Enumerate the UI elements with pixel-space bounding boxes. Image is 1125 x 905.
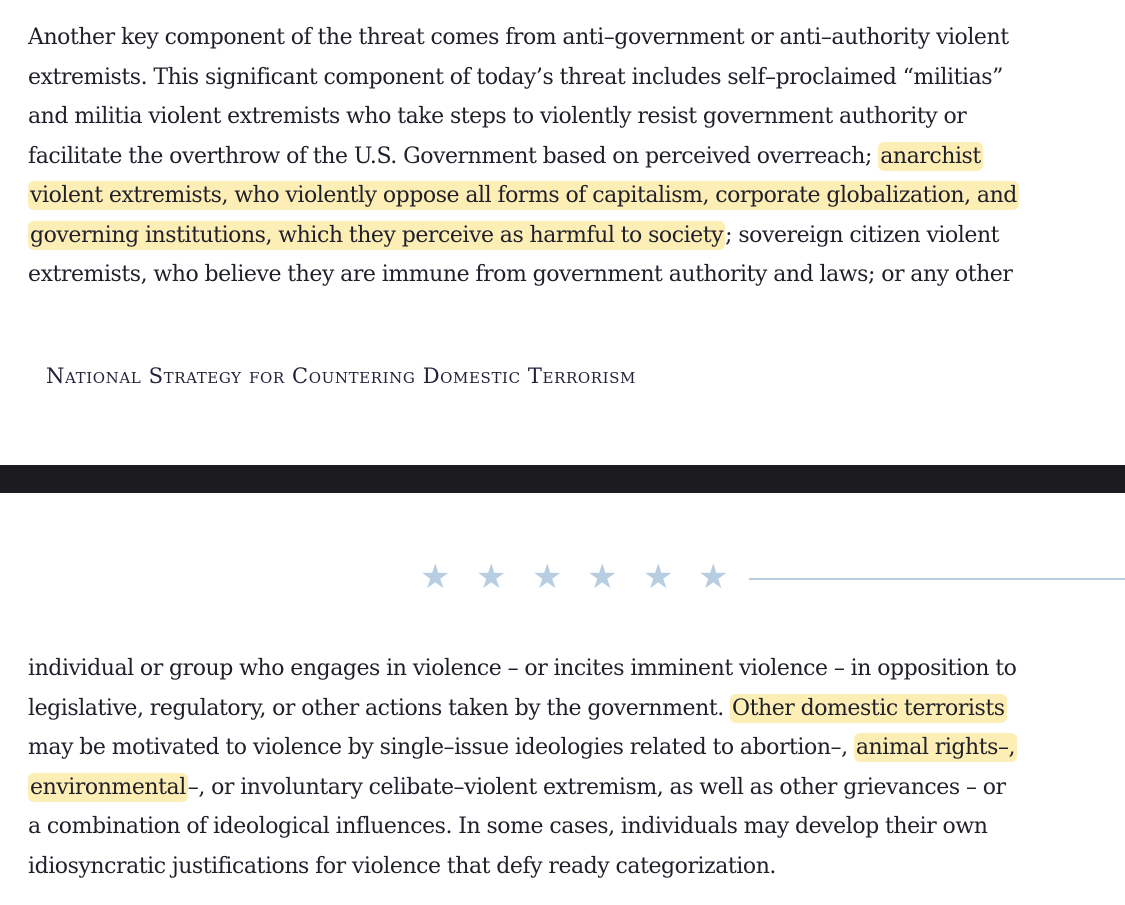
highlighted-text: anarchist	[880, 143, 981, 169]
text-line	[28, 728, 1017, 768]
text-line	[28, 807, 1017, 847]
star-icon: ★	[420, 557, 451, 597]
text-line	[28, 255, 1019, 295]
star-icon: ★	[532, 557, 563, 597]
text-line	[28, 768, 1017, 808]
text-line	[28, 137, 1019, 177]
text-run: legislative, regulatory, or other actions taken by the government.	[28, 695, 731, 721]
text-line	[28, 176, 1019, 216]
star-icon: ★	[587, 557, 618, 597]
running-header: National Strategy for Countering Domestic Terrorism	[46, 364, 637, 388]
document-page-bottom	[0, 493, 1125, 905]
text-run: extremists, who believe they are immune from government authority and laws; or any other	[28, 262, 1013, 287]
text-run: facilitate the overthrow of the U.S. Government based on perceived overreach;	[28, 143, 879, 169]
text-run: a combination of ideological influences. In some cases, individuals may develop their own	[28, 814, 988, 839]
highlighted-text: Other domestic terrorists	[732, 695, 1005, 721]
text-line	[28, 847, 1017, 887]
star-icon: ★	[476, 557, 507, 597]
star-icon: ★	[698, 557, 729, 597]
body-paragraph-bottom	[28, 649, 1017, 886]
text-line	[28, 216, 1019, 256]
ornament-rule	[749, 578, 1125, 580]
star-icon: ★	[643, 557, 674, 597]
text-line	[28, 58, 1019, 98]
text-run: idiosyncratic justifications for violence that defy ready categorization.	[28, 853, 776, 879]
text-run: –, or involuntary celibate–violent extremism, as well as other grievances – or	[187, 774, 1006, 800]
text-run: individual or group who engages in violence – or incites imminent violence – in opposition to	[28, 656, 1017, 681]
page-divider	[0, 465, 1125, 493]
highlighted-text: violent extremists, who violently oppose all forms of capitalism, corporate globalization, and	[30, 183, 1017, 208]
text-run: and militia violent extremists who take steps to violently resist government authority or	[28, 104, 967, 129]
text-run: Another key component of the threat comes from anti–government or anti–authority violent	[28, 25, 1009, 50]
text-run: ; sovereign citizen violent	[725, 222, 1000, 248]
text-line	[28, 649, 1017, 689]
text-line	[28, 18, 1019, 58]
text-run: may be motivated to violence by single–issue ideologies related to abortion–,	[28, 735, 854, 760]
body-paragraph-top	[28, 18, 1019, 295]
highlighted-text: governing institutions, which they perceive as harmful to society	[30, 222, 724, 248]
highlighted-text: animal rights–,	[855, 735, 1016, 760]
text-line	[28, 689, 1017, 729]
highlighted-text: environmental	[30, 774, 186, 800]
star-ornament	[0, 553, 1125, 601]
text-line	[28, 97, 1019, 137]
text-run: extremists. This significant component of today’s threat includes self–proclaimed “militias”	[28, 64, 1003, 90]
